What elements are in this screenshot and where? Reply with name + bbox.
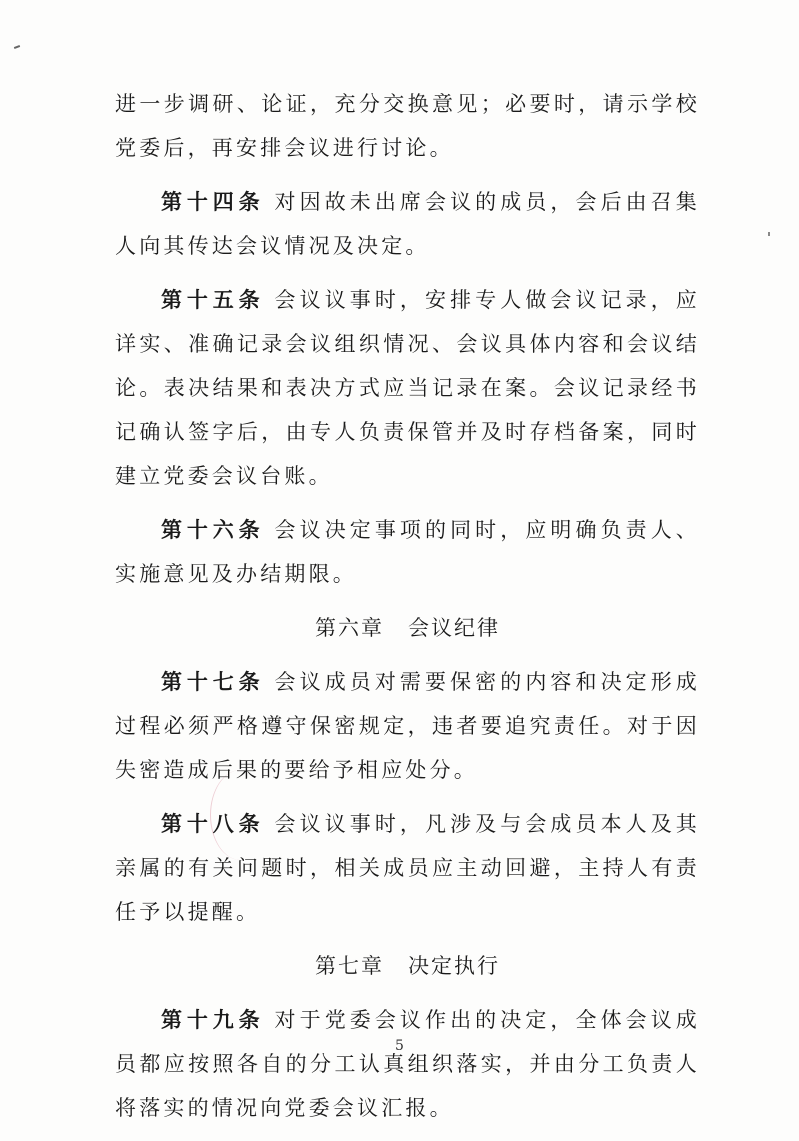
article-19 [115, 998, 700, 1130]
article-label: 第十五条 [161, 288, 265, 312]
chapter-heading-6 [115, 606, 700, 650]
document-body [115, 82, 700, 1130]
article-15 [115, 278, 700, 498]
article-label: 第十七条 [161, 670, 265, 694]
chapter-heading-7 [115, 944, 700, 988]
chapter-number: 第六章 [315, 616, 384, 640]
chapter-title: 决定执行 [408, 954, 500, 978]
article-label: 第十六条 [161, 518, 265, 542]
chapter-title: 会议纪律 [408, 616, 500, 640]
article-text: 对因故未出席会议的成员，会后由召集人向其传达会议情况及决定。 [115, 190, 701, 258]
article-text: 对于党委会议作出的决定，全体会议成员都应按照各自的分工认真组织落实，并由分工负责人将落实的情况向党委会议汇报。 [115, 1008, 701, 1120]
article-14 [115, 180, 700, 268]
article-text: 会议成员对需要保密的内容和决定形成过程必须严格遵守保密规定，违者要追究责任。对于因失密造成后果的要给予相应处分。 [115, 670, 701, 782]
article-text: 会议议事时，凡涉及与会成员本人及其亲属的有关问题时，相关成员应主动回避，主持人有责任予以提醒。 [115, 812, 701, 924]
article-text: 会议议事时，安排专人做会议记录，应详实、准确记录会议组织情况、会议具体内容和会议结论。表决结果和表决方式应当记录在案。会议记录经书记确认签字后，由专人负责保管并及时存档备案，同时建立党委会议台账。 [115, 288, 701, 488]
article-17 [115, 660, 700, 792]
article-label: 第十九条 [161, 1008, 265, 1032]
scan-artifact [768, 232, 770, 236]
article-text: 会议决定事项的同时，应明确负责人、实施意见及办结期限。 [115, 518, 701, 586]
paragraph-text: 进一步调研、论证，充分交换意见；必要时，请示学校党委后，再安排会议进行讨论。 [115, 92, 700, 160]
scan-artifact [14, 45, 20, 49]
page-number: 5 [395, 1038, 404, 1054]
article-label: 第十四条 [161, 190, 265, 214]
article-label: 第十八条 [161, 812, 265, 836]
article-18 [115, 802, 700, 934]
chapter-number: 第七章 [315, 954, 384, 978]
paragraph-continued [115, 82, 700, 170]
article-16 [115, 508, 700, 596]
